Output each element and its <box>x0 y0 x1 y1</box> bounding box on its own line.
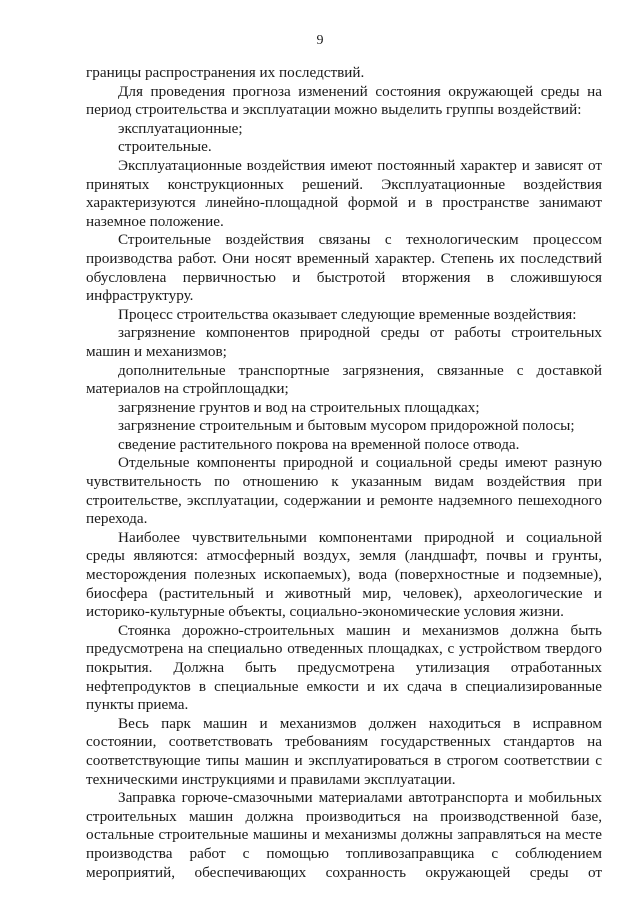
paragraph-sensitivity: Отдельные компоненты природной и социальной среды имеют разную чувствительность по отношению к указанным видам воздействия при строительстве, эксплуатации, содержании и ремонте надземного пешеходного перехода. <box>86 454 602 528</box>
list-item-operational: эксплуатационные; <box>118 119 243 137</box>
paragraph-refueling: Заправка горюче-смазочными материалами автотранспорта и мобильных строительных машин должна производиться на производственной базе, остальные строительные машины и механизмы должны заправляться на месте производства работ с помощью топливозаправщика с соблюдением мероприятий, обеспечивающих сохранность окружающей среды от <box>86 789 602 881</box>
list-item-vegetation-removal: сведение растительного покрова на временной полосе отвода. <box>118 435 520 453</box>
paragraph-sensitive-components: Наиболее чувствительными компонентами природной и социальной среды являются: атмосферный воздух, земля (ландшафт, почвы и грунты, месторождения полезных ископаемых), вода (поверхностные и подземные), биосфера (растительный и животный мир, человек), археологические и историко-культурные объекты, социально-экономические условия жизни. <box>86 528 602 621</box>
paragraph-continuation: границы распространения их последствий. <box>86 64 365 81</box>
list-item-construction: строительные. <box>118 138 212 156</box>
list-item-machinery-pollution: загрязнение компонентов природной среды от работы строительных машин и механизмов; <box>86 324 602 360</box>
document-body <box>86 64 602 882</box>
list-item-soil-water-pollution: загрязнение грунтов и вод на строительных площадках; <box>118 398 480 416</box>
paragraph-construction-impacts: Строительные воздействия связаны с технологическим процессом производства работ. Они носят временный характер. Степень их последствий обусловлена первичностью и быстротой вторжения в сложившуюся инфраструктуру. <box>86 231 602 305</box>
page-number: 9 <box>316 33 324 48</box>
paragraph-forecast-groups: Для проведения прогноза изменений состояния окружающей среды на период строительства и эксплуатации можно выделить группы воздействий: <box>86 82 602 119</box>
paragraph-machine-parking: Стоянка дорожно-строительных машин и механизмов должна быть предусмотрена на специально отведенных площадках, с устройством твердого покрытия. Должна быть предусмотрена утилизация отработанных нефтепродуктов в специальные емкости и их сдача в специализированные пункты приема. <box>86 621 602 714</box>
list-item-transport-pollution: дополнительные транспортные загрязнения, связанные с доставкой материалов на стройплощадки; <box>86 361 602 398</box>
paragraph-temporary-impacts-intro: Процесс строительства оказывает следующие временные воздействия: <box>118 305 577 323</box>
paragraph-machine-fleet: Весь парк машин и механизмов должен находиться в исправном состоянии, соответствовать требованиям государственных стандартов на соответствующие типы машин и эксплуатироваться в строгом соответствии с техническими инструкциями и правилами эксплуатации. <box>86 714 602 788</box>
paragraph-operational-impacts: Эксплуатационные воздействия имеют постоянный характер и зависят от принятых конструкционных решений. Эксплуатационные воздействия характеризуются линейно-площадной формой и в пространстве занимают наземное положение. <box>86 156 602 230</box>
list-item-waste-pollution: загрязнение строительным и бытовым мусором придорожной полосы; <box>118 417 575 435</box>
